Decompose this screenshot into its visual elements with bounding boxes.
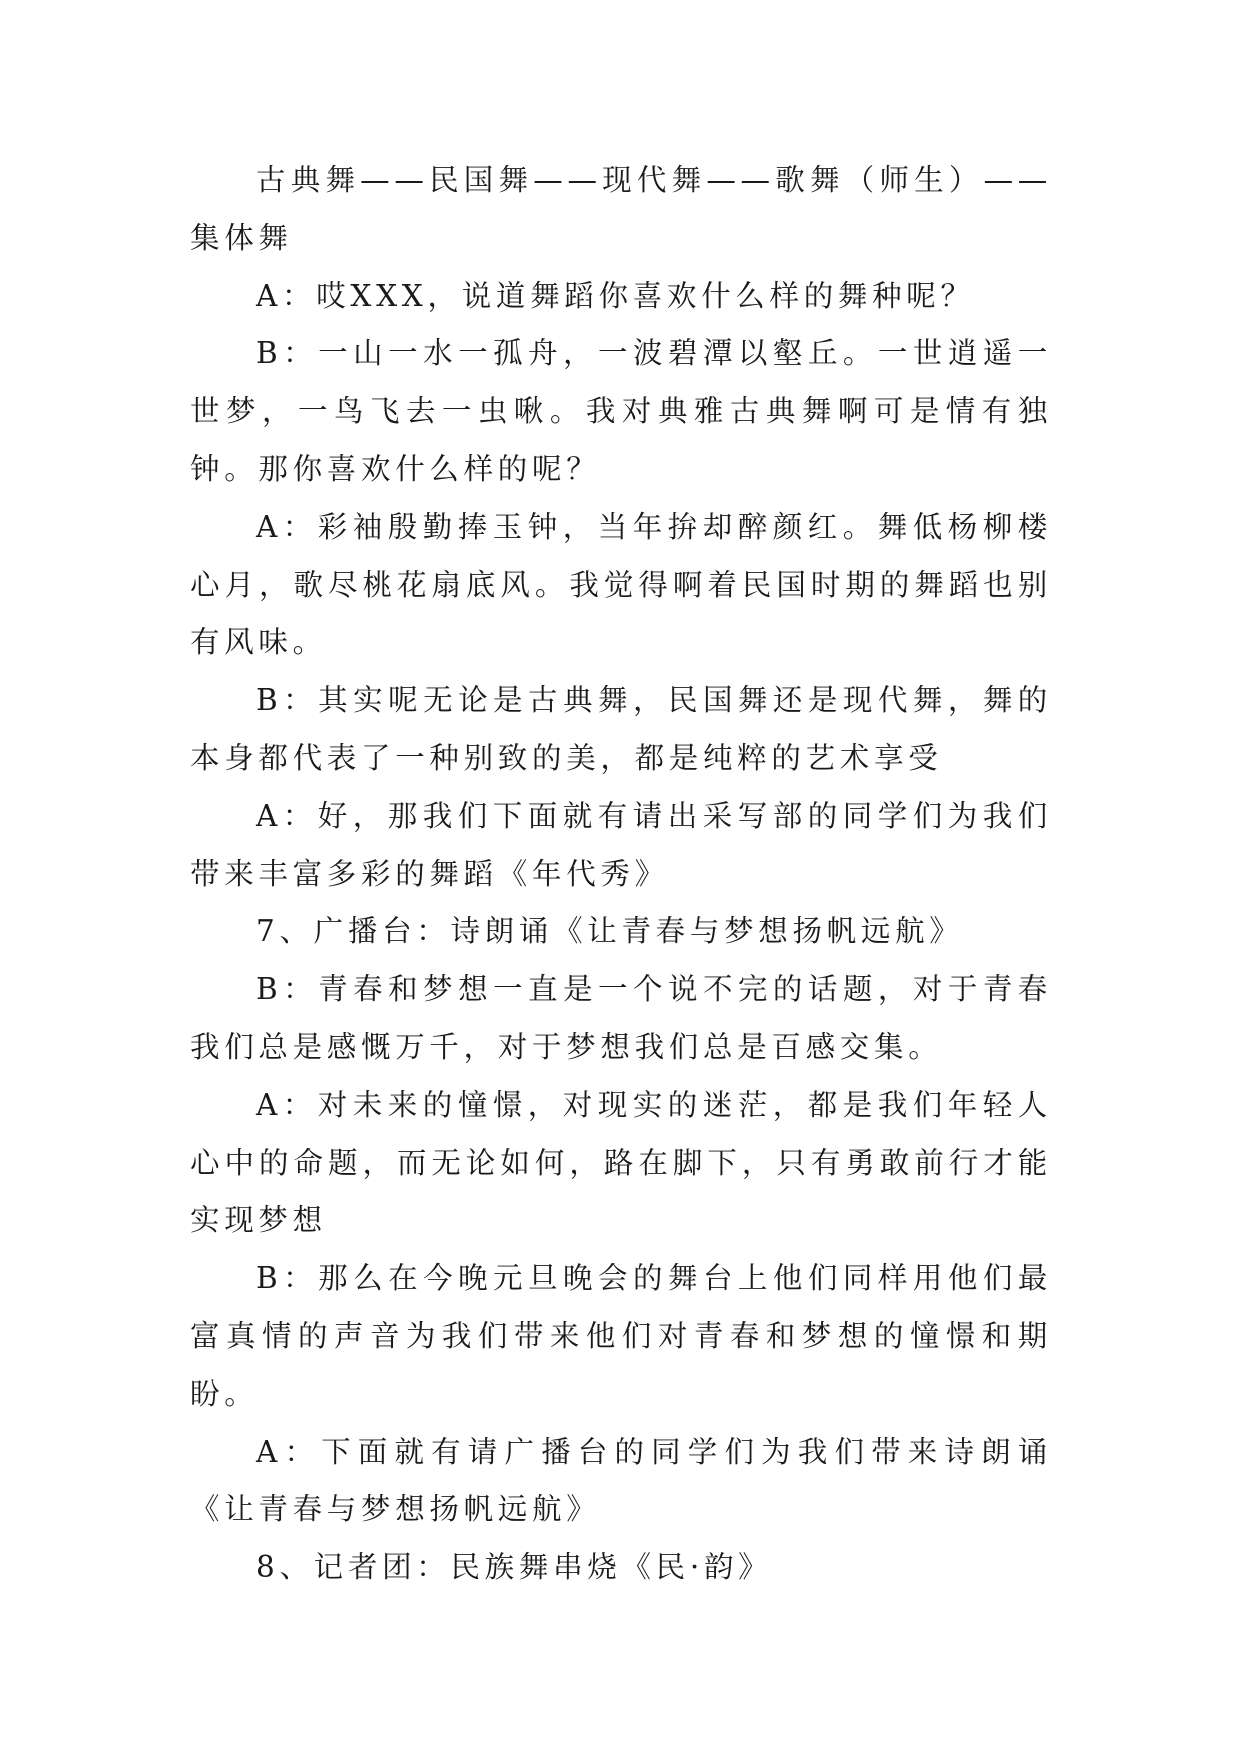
- paragraph-dialogue-b-beauty: B：其实呢无论是古典舞，民国舞还是现代舞，舞的本身都代表了一种别致的美，都是纯粹的艺术享受: [190, 683, 1052, 775]
- paragraph-dialogue-a-intro-dance: A：好，那我们下面就有请出采写部的同学们为我们带来丰富多彩的舞蹈《年代秀》: [190, 798, 1052, 891]
- paragraph-dialogue-a-intro-poem: A：下面就有请广播台的同学们为我们带来诗朗诵《让青春与梦想扬帆远航》: [190, 1434, 1052, 1527]
- paragraph-program-7-heading: 7、广播台：诗朗诵《让青春与梦想扬帆远航》: [256, 914, 964, 949]
- paragraph-dance-sequence: 古典舞——民国舞——现代舞——歌舞（师生）——集体舞: [190, 163, 1052, 255]
- paragraph-dialogue-b-youth: B：青春和梦想一直是一个说不完的话题，对于青春我们总是感慨万千，对于梦想我们总是百感交集。: [190, 972, 1052, 1064]
- paragraph-dialogue-a-question: A：哎XXX，说道舞蹈你喜欢什么样的舞种呢？: [256, 278, 975, 313]
- paragraph-dialogue-a-future: A：对未来的憧憬，对现实的迷茫，都是我们年轻人心中的命题，而无论如何，路在脚下，只有勇敢前行才能实现梦想: [190, 1087, 1052, 1238]
- paragraph-dialogue-a-republic: A：彩袖殷勤捧玉钟，当年拚却醉颜红。舞低杨柳楼心月，歌尽桃花扇底风。我觉得啊着民国时期的舞蹈也别有风味。: [190, 509, 1052, 660]
- paragraph-program-8-heading: 8、记者团：民族舞串烧《民·韵》: [256, 1550, 773, 1585]
- paragraph-dialogue-b-classical: B：一山一水一孤舟，一波碧潭以壑丘。一世逍遥一世梦，一鸟飞去一虫啾。我对典雅古典舞啊可是情有独钟。那你喜欢什么样的呢？: [190, 336, 1052, 486]
- paragraph-dialogue-b-stage: B：那么在今晚元旦晚会的舞台上他们同样用他们最富真情的声音为我们带来他们对青春和梦想的憧憬和期盼。: [190, 1261, 1052, 1411]
- document-body: [190, 152, 1052, 1597]
